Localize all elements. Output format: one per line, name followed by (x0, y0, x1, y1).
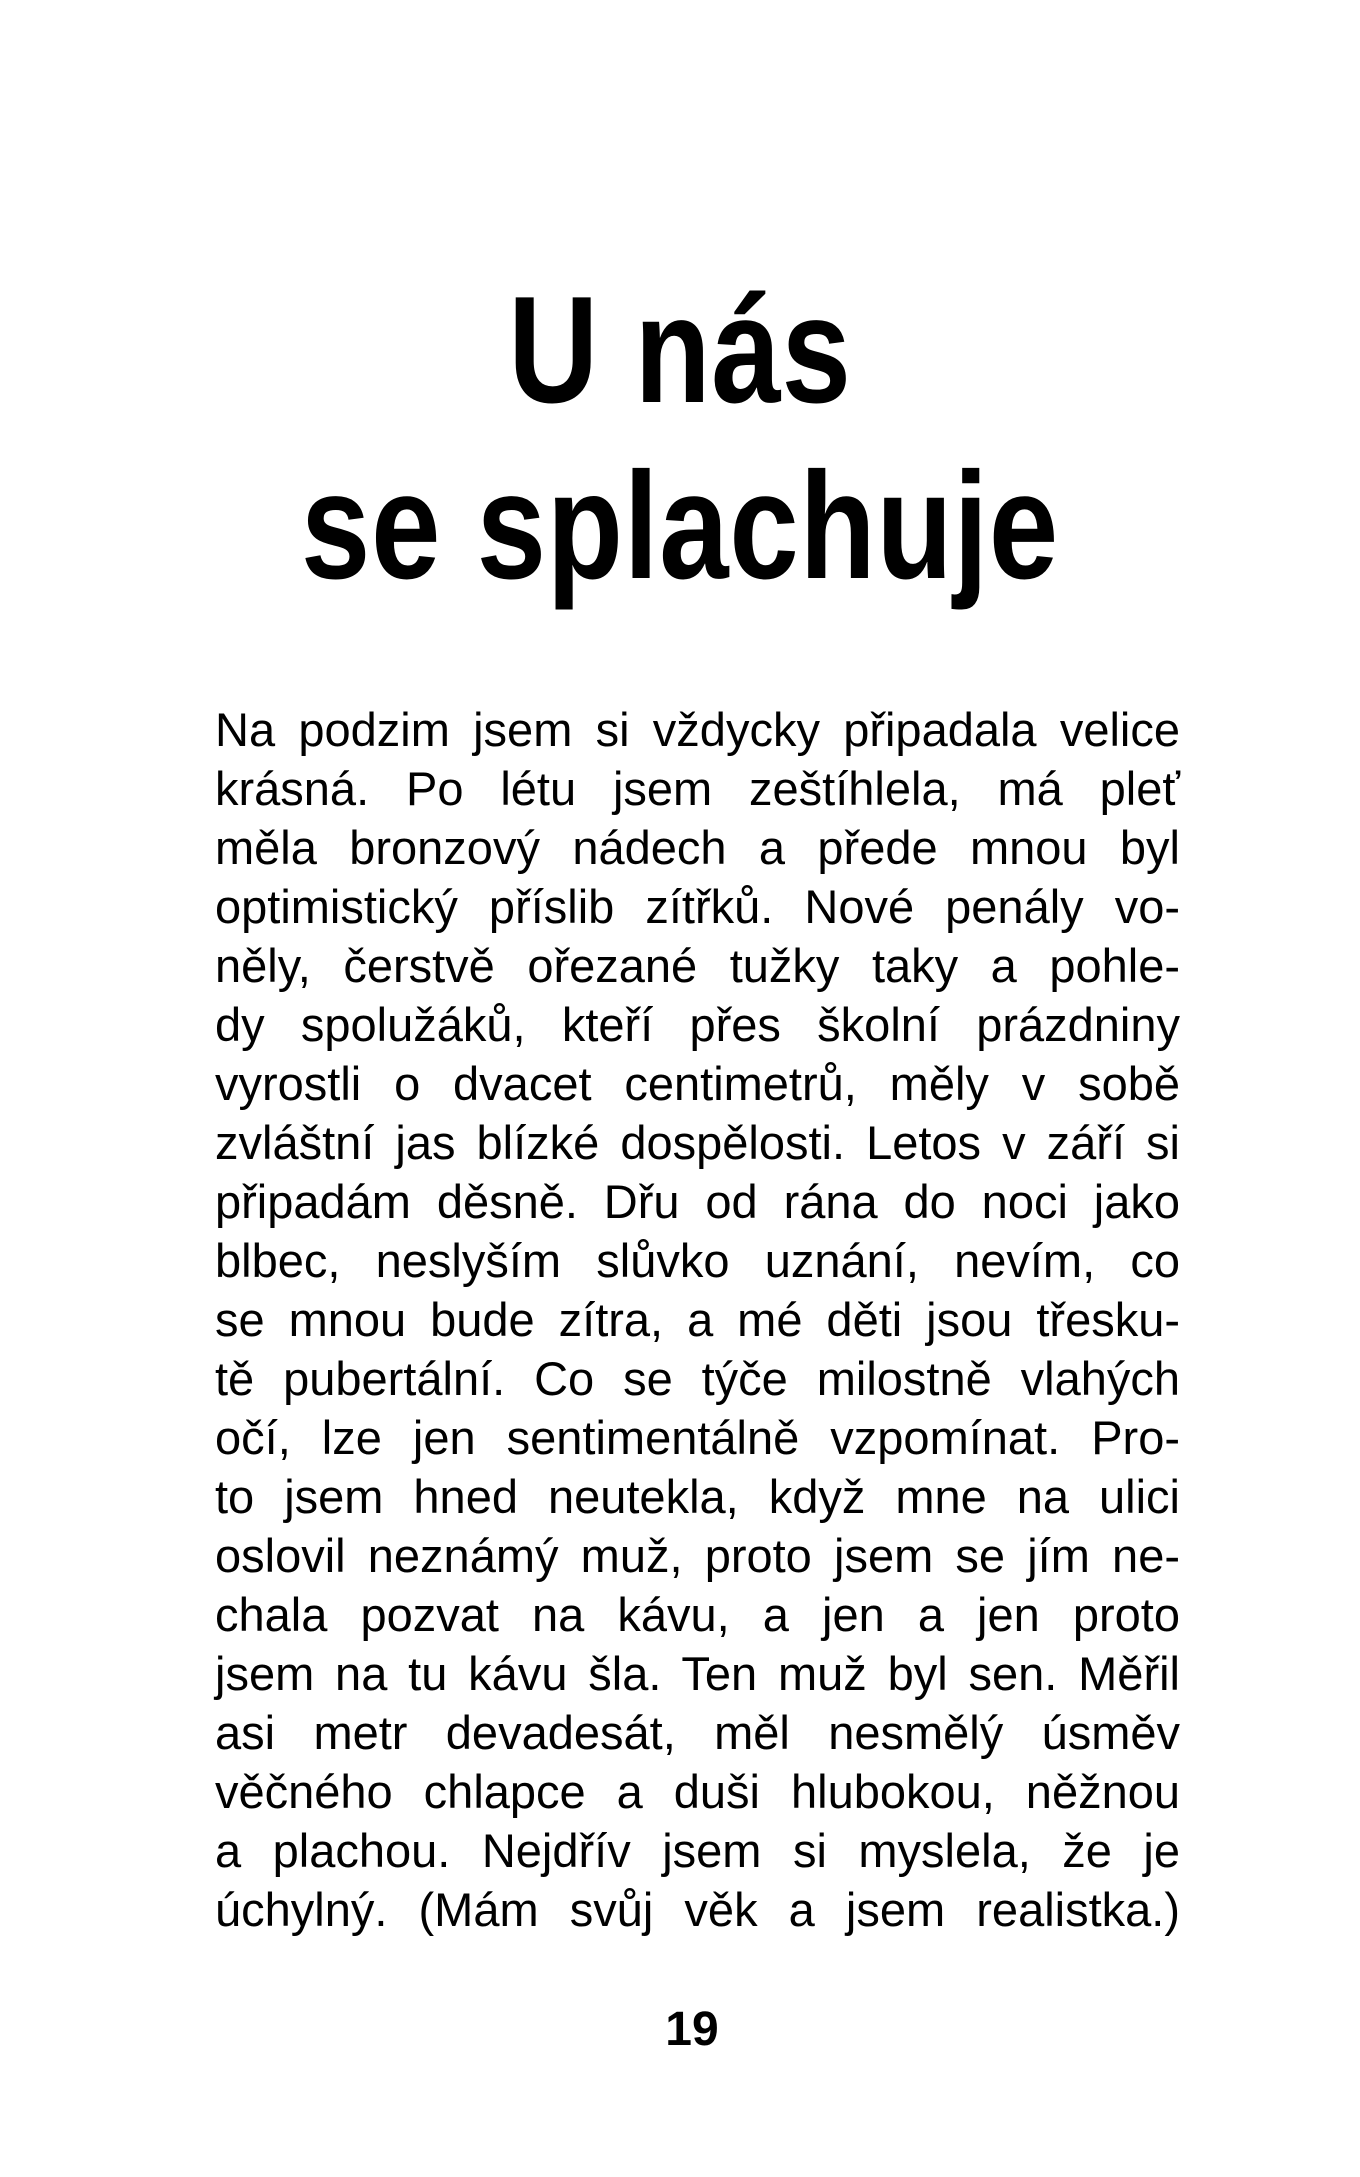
chapter-title-line-2: se splachuje (300, 441, 1060, 611)
text-line: blbec, neslyším slůvko uznání, nevím, co (215, 1234, 1180, 1287)
text-line: zvláštní jas blízké dospělosti. Letos v září si (215, 1116, 1180, 1169)
text-line: očí, lze jen sentimentálně vzpomínat. Pro- (215, 1411, 1180, 1464)
body-paragraph (215, 700, 1180, 1939)
text-line: vyrostli o dvacet centimetrů, měly v sobě (215, 1057, 1180, 1110)
text-line: to jsem hned neutekla, když mne na ulici (215, 1470, 1180, 1523)
text-line: připadám děsně. Dřu od rána do noci jako (215, 1175, 1180, 1228)
text-line: krásná. Po létu jsem zeštíhlela, má pleť (215, 762, 1180, 815)
text-line: optimistický příslib zítřků. Nové penály vo- (215, 880, 1180, 933)
text-line: věčného chlapce a duši hlubokou, něžnou (215, 1765, 1180, 1818)
text-line: asi metr devadesát, měl nesmělý úsměv (215, 1706, 1180, 1759)
text-line: dy spolužáků, kteří přes školní prázdniny (215, 998, 1180, 1051)
text-line: a plachou. Nejdřív jsem si myslela, že je (215, 1824, 1180, 1877)
text-line: něly, čerstvě ořezané tužky taky a pohle- (215, 939, 1180, 992)
text-line: tě pubertální. Co se týče milostně vlahých (215, 1352, 1180, 1405)
text-line: Na podzim jsem si vždycky připadala velice (215, 703, 1180, 756)
text-line: oslovil neznámý muž, proto jsem se jím ne- (215, 1529, 1180, 1582)
page-number: 19 (665, 2003, 719, 2056)
text-line: jsem na tu kávu šla. Ten muž byl sen. Měřil (215, 1647, 1180, 1700)
text-line: se mnou bude zítra, a mé děti jsou třesku- (215, 1293, 1180, 1346)
text-line: měla bronzový nádech a přede mnou byl (215, 821, 1180, 874)
chapter-title-line-1: U nás (508, 265, 852, 435)
text-line: chala pozvat na kávu, a jen a jen proto (215, 1588, 1180, 1641)
text-line: úchylný. (Mám svůj věk a jsem realistka.) (215, 1883, 1180, 1936)
chapter-title (122, 262, 1237, 614)
